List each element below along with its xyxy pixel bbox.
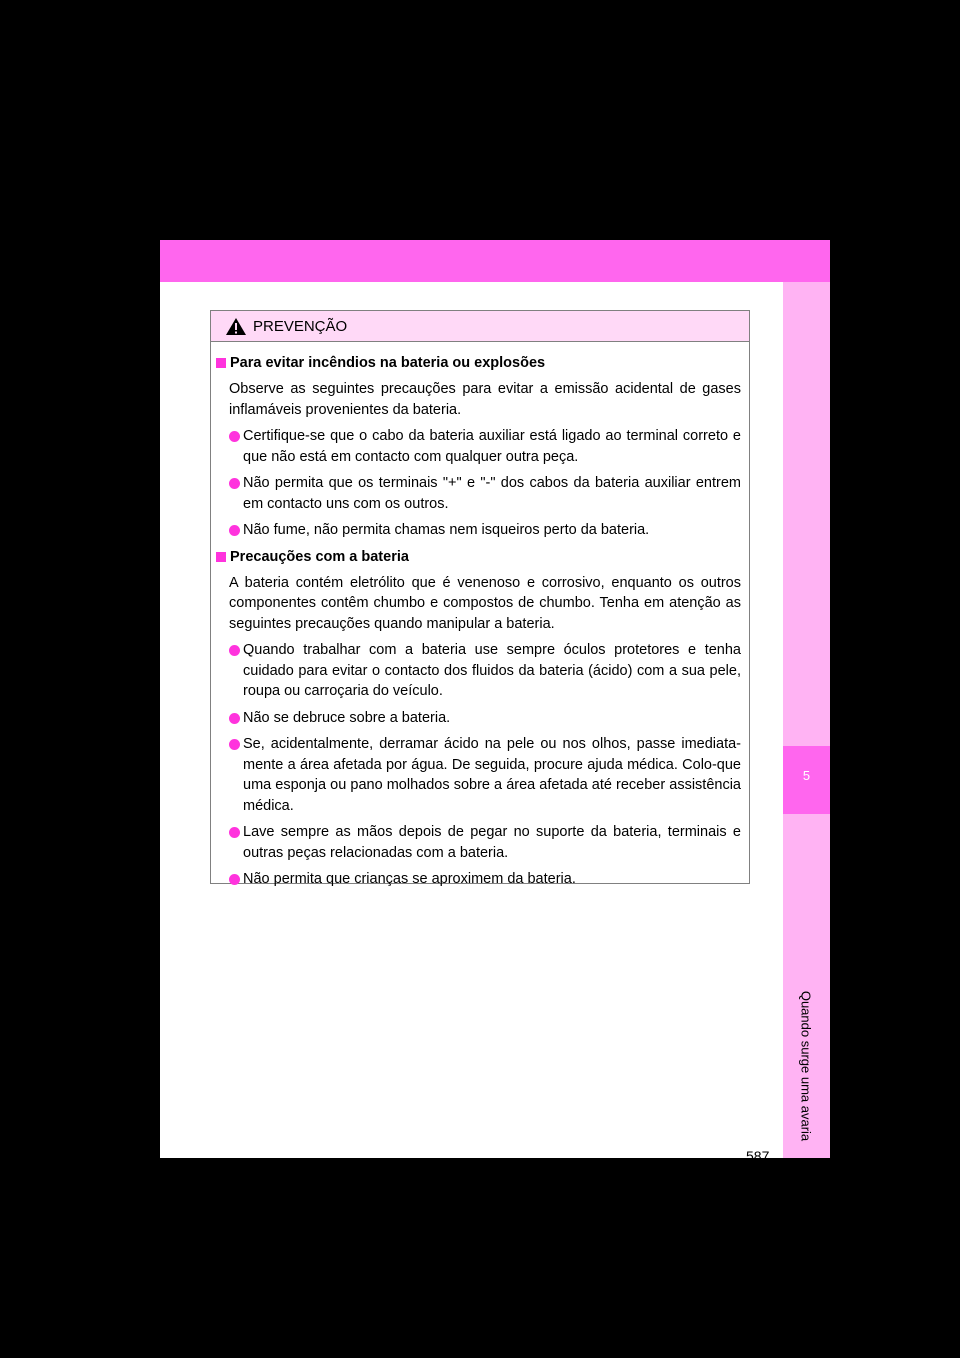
- list-item: Lave sempre as mãos depois de pegar no suporte da bateria, terminais e outras peças relacionadas com a bateria.: [216, 822, 741, 863]
- chapter-title: Quando surge uma avaria: [798, 990, 814, 1142]
- page-number: 587: [746, 1148, 770, 1164]
- warning-body: [211, 342, 749, 890]
- list-item: Certifique-se que o cabo da bateria auxiliar está ligado ao terminal correto e que não está em contacto com qualquer outra peça.: [216, 426, 741, 467]
- section-intro: A bateria contém eletrólito que é venenoso e corrosivo, enquanto os outros componentes contêm chumbo e compostos de chumbo. Tenha em atenção as seguintes precauções quando manipular a bateria.: [229, 574, 741, 632]
- warning-triangle-icon: [225, 317, 247, 336]
- warning-box: [210, 310, 750, 887]
- section-title: Para evitar incêndios na bateria ou explosões: [216, 353, 741, 373]
- circle-bullet-icon: [229, 645, 240, 656]
- list-item: Quando trabalhar com a bateria use sempre óculos protetores e tenha cuidado para evitar o contacto dos fluidos da bateria (ácido) com a sua pele, roupa ou carroçaria do veículo.: [216, 640, 741, 702]
- list-item: Não permita que crianças se aproximem da bateria.: [216, 869, 741, 890]
- circle-bullet-icon: [229, 478, 240, 489]
- circle-bullet-icon: [229, 874, 240, 885]
- circle-bullet-icon: [229, 827, 240, 838]
- chapter-number: 5: [802, 768, 811, 783]
- circle-bullet-icon: [229, 713, 240, 724]
- square-bullet-icon: [216, 552, 226, 562]
- list-item: Se, acidentalmente, derramar ácido na pele ou nos olhos, passe imediata-mente a área afetada por água. De seguida, procure ajuda médica. Colo-que uma esponja ou pano molhados sobre a área afetada até receber assistência médica.: [216, 734, 741, 816]
- header-band: [160, 240, 830, 282]
- square-bullet-icon: [216, 358, 226, 368]
- list-item: Não fume, não permita chamas nem isqueiros perto da bateria.: [216, 520, 741, 541]
- section-title: Precauções com a bateria: [216, 547, 741, 567]
- section-intro: Observe as seguintes precauções para evitar a emissão acidental de gases inflamáveis provenientes da bateria.: [229, 381, 741, 418]
- circle-bullet-icon: [229, 431, 240, 442]
- list-item: Não se debruce sobre a bateria.: [216, 708, 741, 729]
- list-item: Não permita que os terminais "+" e "-" dos cabos da bateria auxiliar entrem em contacto uns com os outros.: [216, 473, 741, 514]
- circle-bullet-icon: [229, 739, 240, 750]
- warning-title: PREVENÇÃO: [253, 317, 348, 335]
- manual-page: [160, 240, 830, 1164]
- circle-bullet-icon: [229, 525, 240, 536]
- warning-header: [211, 311, 749, 342]
